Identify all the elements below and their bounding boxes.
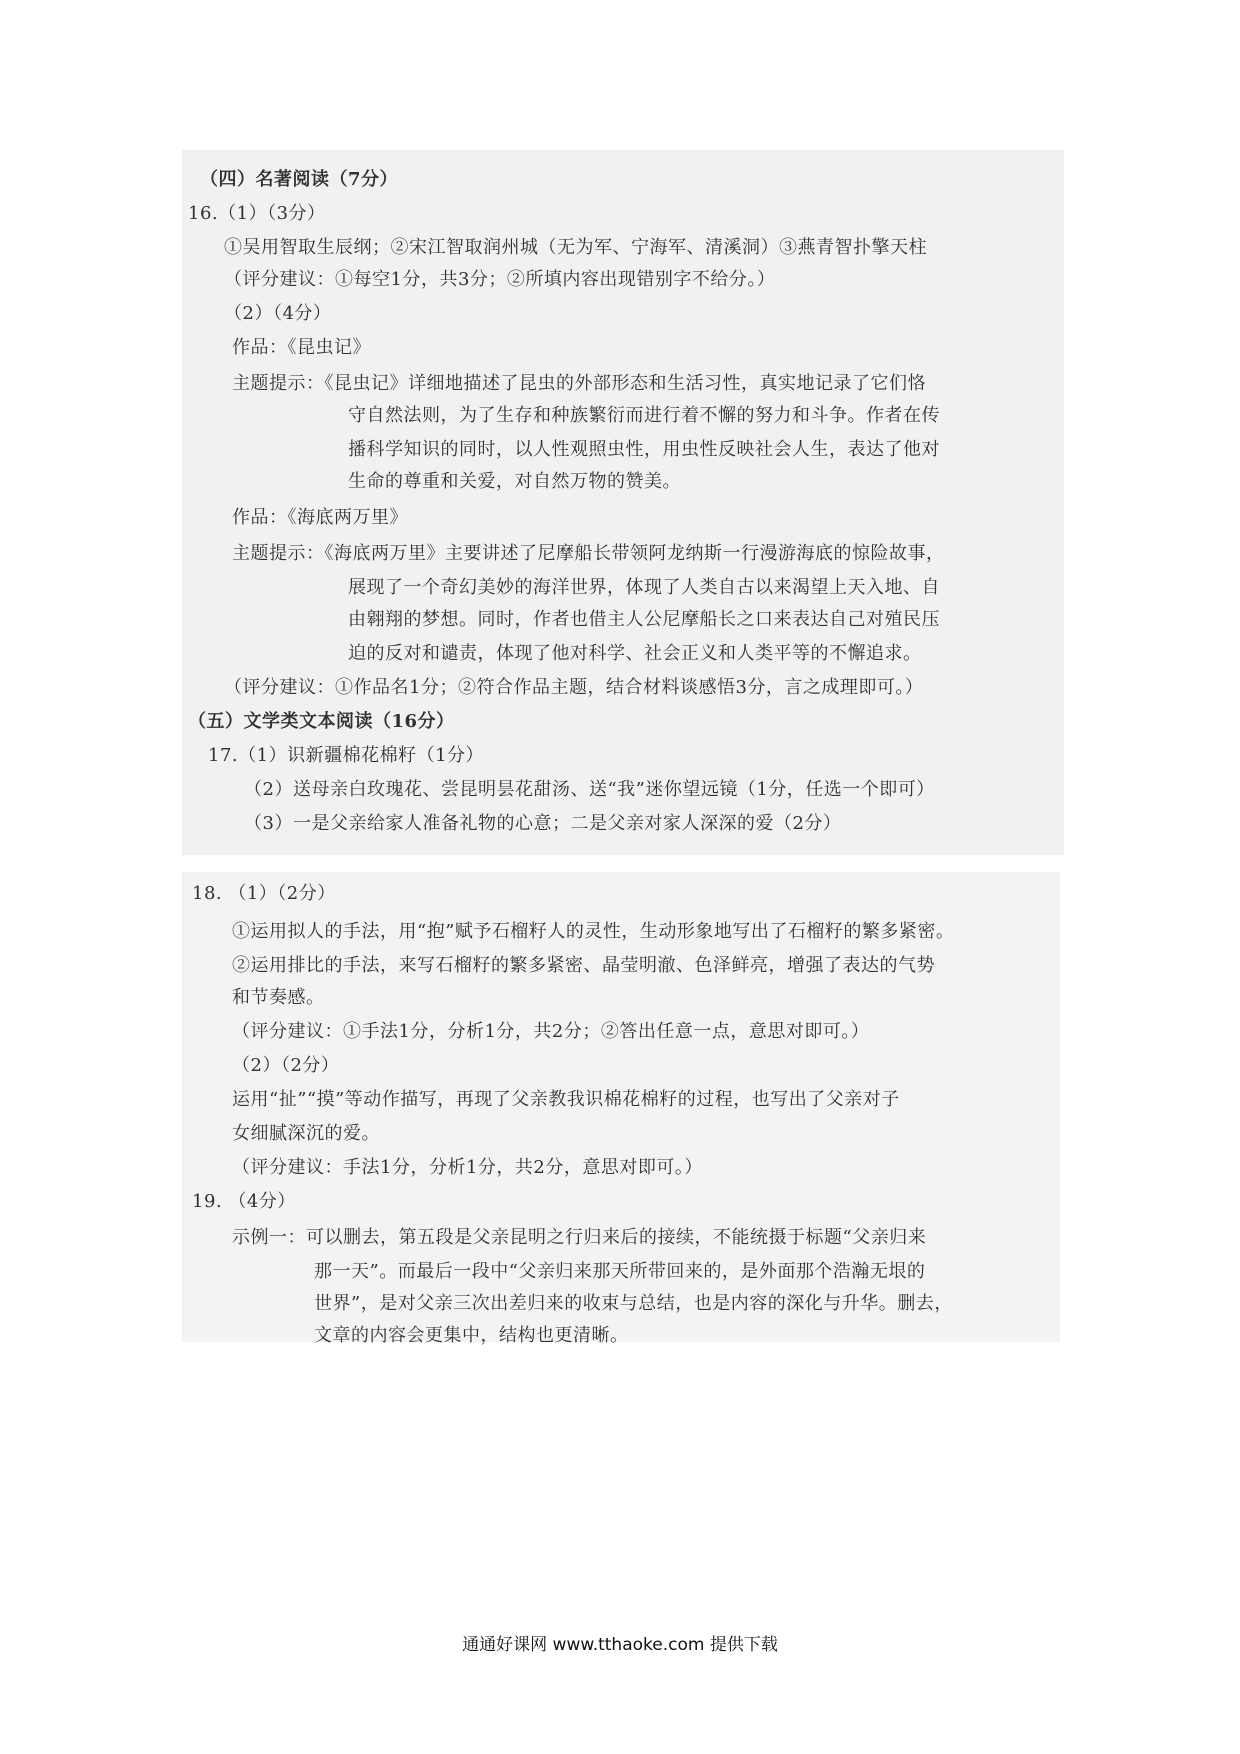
scanned-answer-section-2 [182, 872, 1060, 1346]
q16-2-scoring: （评分建议：①作品名1分；②符合作品主题，结合材料谈感悟3分，言之成理即可。） [224, 677, 924, 698]
work-2-theme-line: 由翱翔的梦想。同时，作者也借主人公尼摩船长之口来表达自己对殖民压 [348, 609, 940, 630]
q19-example-line: 世界”，是对父亲三次出差归来的收束与总结，也是内容的深化与升华。删去， [314, 1293, 953, 1314]
q18-1-scoring: （评分建议：①手法1分，分析1分，共2分；②答出任意一点，意思对即可。） [232, 1021, 870, 1042]
footer-download-note: 通通好课网 www.tthaoke.com 提供下载 [462, 1635, 778, 1655]
work-2-title: 作品：《海底两万里》 [232, 507, 408, 528]
work-2-theme-line: 迫的反对和谴责，体现了他对科学、社会正义和人类平等的不懈追求。 [348, 643, 922, 664]
q19-example-line: 文章的内容会更集中，结构也更清晰。 [314, 1325, 629, 1346]
q19-example-line: 示例一：可以删去，第五段是父亲昆明之行归来后的接续，不能统摄于标题“父亲归来 [232, 1227, 927, 1248]
q17-3-answer: （3）一是父亲给家人准备礼物的心意；二是父亲对家人深深的爱（2分） [244, 813, 842, 834]
work-1-theme-line: 主题提示：《昆虫记》详细地描述了昆虫的外部形态和生活习性，真实地记录了它们恪 [232, 373, 926, 394]
scanned-answer-section-1 [182, 150, 1064, 855]
q17-2-answer: （2）送母亲白玫瑰花、尝昆明昙花甜汤、送“我”迷你望远镜（1分，任选一个即可） [244, 779, 935, 800]
q18-2-answer-cont: 女细腻深沉的爱。 [232, 1123, 380, 1144]
q18-2-answer: 运用“扯”“摸”等动作描写，再现了父亲教我识棉花棉籽的过程，也写出了父亲对子 [232, 1089, 900, 1110]
q16-1-scoring: （评分建议：①每空1分，共3分；②所填内容出现错别字不给分。） [224, 269, 776, 290]
q17-1-answer: 17.（1）识新疆棉花棉籽（1分） [208, 745, 485, 766]
q18-2-label: （2）（2分） [232, 1055, 340, 1076]
q18-1-point-2: ②运用排比的手法，来写石榴籽的繁多紧密、晶莹明澈、色泽鲜亮，增强了表达的气势 [232, 955, 935, 976]
q16-1-answer: ①吴用智取生辰纲；②宋江智取润州城（无为军、宁海军、清溪洞）③燕青智扑擎天柱 [224, 237, 927, 258]
q16-1-label: 16.（1）（3分） [188, 203, 326, 224]
q18-2-scoring: （评分建议：手法1分，分析1分，共2分，意思对即可。） [232, 1157, 703, 1178]
work-1-theme-line: 播科学知识的同时，以人性观照虫性，用虫性反映社会人生，表达了他对 [348, 439, 940, 460]
q18-1-label: 18. （1）（2分） [192, 883, 336, 904]
work-2-theme-line: 展现了一个奇幻美妙的海洋世界，体现了人类自古以来渴望上天入地、自 [348, 577, 940, 598]
work-2-theme-line: 主题提示：《海底两万里》主要讲述了尼摩船长带领阿龙纳斯一行漫游海底的惊险故事， [232, 543, 945, 564]
work-1-title: 作品：《昆虫记》 [232, 337, 371, 358]
work-1-theme-line: 守自然法则，为了生存和种族繁衍而进行着不懈的努力和斗争。作者在传 [348, 405, 940, 426]
work-1-theme-line: 生命的尊重和关爱，对自然万物的赞美。 [348, 471, 681, 492]
q19-example-line: 那一天”。而最后一段中“父亲归来那天所带回来的，是外面那个浩瀚无垠的 [314, 1261, 926, 1282]
section-5-heading: （五）文学类文本阅读（16分） [188, 711, 455, 732]
q16-2-label: （2）（4分） [224, 303, 332, 324]
q18-1-point-1: ①运用拟人的手法，用“抱”赋予石榴籽人的灵性，生动形象地写出了石榴籽的繁多紧密。 [232, 921, 955, 942]
q18-1-point-2-cont: 和节奏感。 [232, 987, 325, 1008]
section-4-heading: （四）名著阅读（7分） [200, 169, 399, 190]
q19-label: 19. （4分） [192, 1191, 296, 1212]
